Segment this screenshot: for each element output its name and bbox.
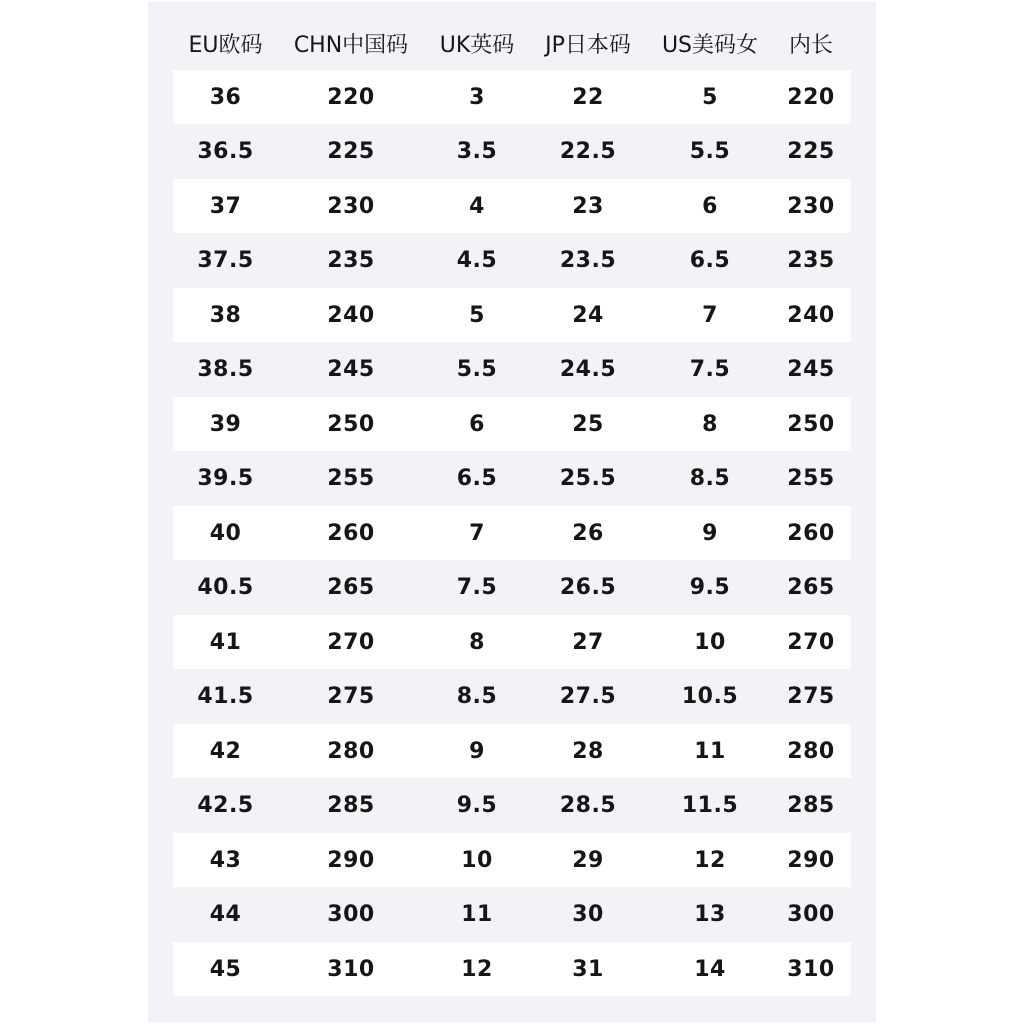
cell-us-women: 6.5 [689, 248, 731, 273]
cell-uk: 11 [461, 902, 493, 927]
cell-chn: 220 [327, 84, 375, 110]
table-row [173, 833, 851, 887]
cell-chn: 245 [327, 357, 375, 382]
cell-us-women: 13 [694, 902, 726, 927]
cell-jp: 23 [572, 193, 604, 219]
table-row [173, 561, 851, 615]
cell-uk: 7.5 [456, 575, 498, 600]
cell-inner-length: 235 [787, 248, 835, 273]
cell-jp: 22.5 [559, 139, 617, 164]
cell-us-women: 5 [702, 84, 718, 110]
table-row [173, 397, 851, 451]
cell-chn: 255 [327, 466, 375, 491]
cell-chn: 280 [327, 738, 375, 764]
cell-uk: 9 [469, 738, 485, 764]
cell-eu: 43 [209, 847, 242, 873]
cell-us-women: 12 [694, 847, 726, 873]
cell-us-women: 14 [694, 956, 726, 982]
cell-chn: 260 [327, 520, 375, 546]
cell-us-women: 5.5 [689, 139, 731, 164]
cell-eu: 37 [209, 193, 242, 219]
cell-eu: 36 [209, 84, 242, 110]
cell-eu: 39.5 [197, 466, 254, 491]
cell-uk: 6.5 [456, 466, 498, 491]
cell-inner-length: 280 [787, 738, 835, 764]
cell-jp: 28.5 [559, 793, 617, 818]
cell-eu: 42.5 [197, 793, 254, 818]
cell-jp: 30 [572, 902, 604, 927]
cell-inner-length: 285 [787, 793, 835, 818]
cell-eu: 39 [209, 411, 242, 437]
cell-us-women: 11.5 [681, 793, 739, 818]
cell-inner-length: 230 [787, 193, 835, 219]
cell-jp: 25 [572, 411, 604, 437]
cell-eu: 36.5 [197, 139, 254, 164]
header-uk: UK英码 [439, 32, 515, 58]
table-row [173, 779, 851, 833]
table-row [173, 125, 851, 179]
cell-us-women: 10.5 [681, 684, 739, 709]
table-row [173, 179, 851, 233]
cell-uk: 3 [469, 84, 485, 110]
cell-eu: 38 [209, 302, 242, 328]
cell-inner-length: 275 [787, 684, 835, 709]
cell-chn: 230 [327, 193, 375, 219]
cell-eu: 45 [209, 956, 242, 982]
table-row [173, 724, 851, 778]
cell-chn: 285 [327, 793, 375, 818]
cell-uk: 5 [469, 302, 485, 328]
cell-chn: 240 [327, 302, 375, 328]
cell-inner-length: 290 [787, 847, 835, 873]
cell-eu: 40 [209, 520, 242, 546]
cell-uk: 12 [461, 956, 493, 982]
cell-jp: 22 [572, 84, 604, 110]
cell-jp: 31 [572, 956, 604, 982]
cell-chn: 250 [327, 411, 375, 437]
cell-uk: 3.5 [456, 139, 498, 164]
cell-jp: 26.5 [559, 575, 617, 600]
header-inner-length: 内长 [788, 32, 833, 58]
cell-inner-length: 220 [787, 84, 835, 110]
cell-eu: 41.5 [197, 684, 254, 709]
cell-jp: 29 [572, 847, 604, 873]
cell-chn: 235 [327, 248, 375, 273]
header-chn: CHN中国码 [293, 32, 409, 58]
cell-us-women: 9 [702, 520, 718, 546]
cell-us-women: 8.5 [689, 466, 731, 491]
cell-uk: 7 [469, 520, 485, 546]
table-row [173, 70, 851, 124]
table-row [173, 343, 851, 397]
header-us-women: US美码女 [661, 32, 759, 58]
cell-eu: 42 [209, 738, 242, 764]
cell-us-women: 6 [702, 193, 718, 219]
cell-us-women: 7 [702, 302, 718, 328]
table-row [173, 452, 851, 506]
cell-chn: 270 [327, 629, 375, 655]
cell-eu: 40.5 [197, 575, 254, 600]
cell-inner-length: 310 [787, 956, 835, 982]
table-row [173, 888, 851, 942]
table-row [173, 234, 851, 288]
cell-chn: 310 [327, 956, 375, 982]
cell-inner-length: 255 [787, 466, 835, 491]
cell-chn: 300 [327, 902, 375, 927]
cell-inner-length: 250 [787, 411, 835, 437]
cell-uk: 4 [469, 193, 485, 219]
cell-inner-length: 260 [787, 520, 835, 546]
cell-jp: 27.5 [559, 684, 617, 709]
cell-inner-length: 225 [787, 139, 835, 164]
table-row [173, 942, 851, 996]
cell-jp: 26 [572, 520, 604, 546]
cell-uk: 4.5 [456, 248, 498, 273]
cell-eu: 38.5 [197, 357, 254, 382]
cell-uk: 5.5 [456, 357, 498, 382]
cell-chn: 275 [327, 684, 375, 709]
cell-uk: 10 [461, 847, 493, 873]
cell-inner-length: 300 [787, 902, 835, 927]
cell-jp: 24.5 [559, 357, 617, 382]
header-jp: JP日本码 [545, 32, 631, 58]
cell-us-women: 10 [694, 629, 726, 655]
cell-us-women: 7.5 [689, 357, 731, 382]
cell-inner-length: 245 [787, 357, 835, 382]
cell-uk: 9.5 [456, 793, 498, 818]
table-row [173, 615, 851, 669]
cell-chn: 225 [327, 139, 375, 164]
cell-chn: 290 [327, 847, 375, 873]
cell-jp: 24 [572, 302, 604, 328]
cell-uk: 6 [469, 411, 485, 437]
cell-uk: 8 [469, 629, 485, 655]
cell-us-women: 11 [694, 738, 726, 764]
cell-eu: 44 [209, 902, 242, 927]
header-eu: EU欧码 [188, 32, 263, 58]
cell-jp: 28 [572, 738, 604, 764]
cell-uk: 8.5 [456, 684, 498, 709]
cell-eu: 41 [209, 629, 242, 655]
cell-jp: 23.5 [559, 248, 617, 273]
cell-eu: 37.5 [197, 248, 254, 273]
cell-inner-length: 240 [787, 302, 835, 328]
cell-us-women: 9.5 [689, 575, 731, 600]
cell-jp: 27 [572, 629, 604, 655]
table-row [173, 288, 851, 342]
cell-jp: 25.5 [559, 466, 617, 491]
cell-chn: 265 [327, 575, 375, 600]
table-row [173, 670, 851, 724]
cell-us-women: 8 [702, 411, 718, 437]
table-header [173, 15, 851, 71]
table-row [173, 506, 851, 560]
cell-inner-length: 270 [787, 629, 835, 655]
cell-inner-length: 265 [787, 575, 835, 600]
